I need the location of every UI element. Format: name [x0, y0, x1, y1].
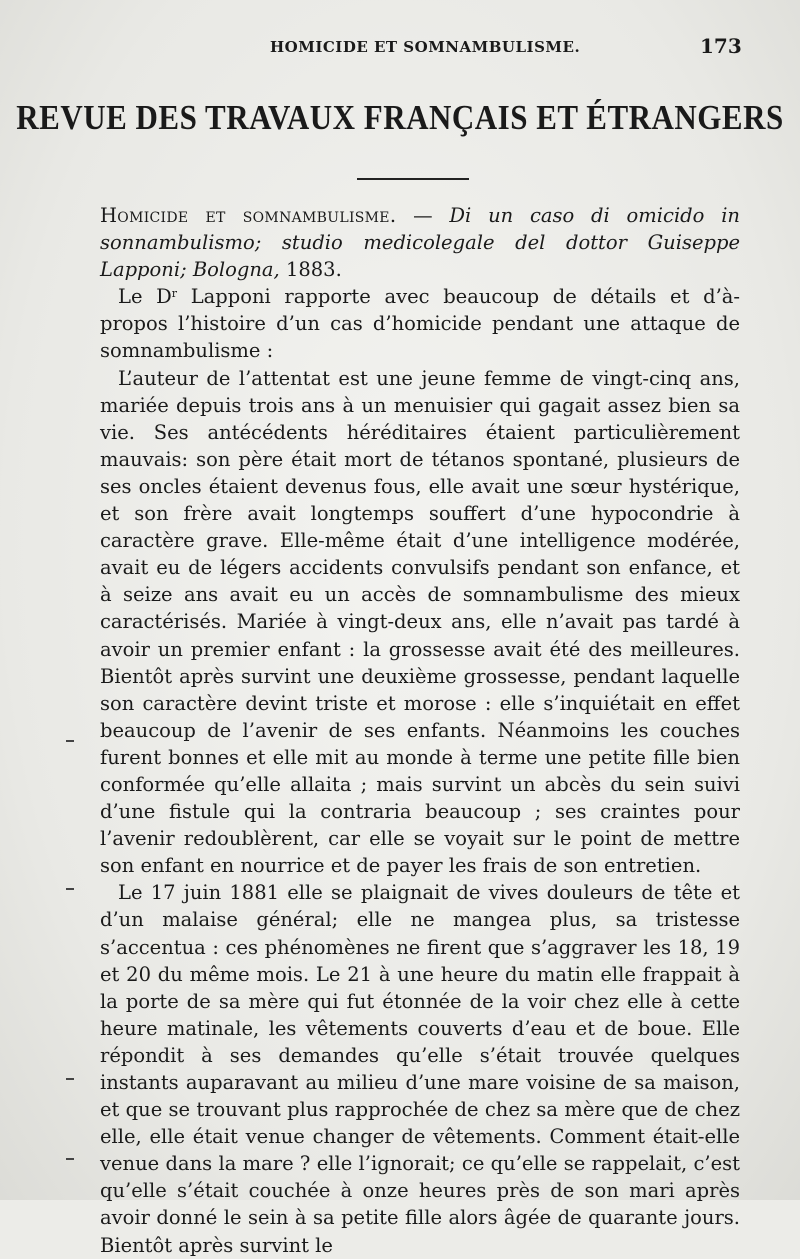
- article-year: 1883.: [279, 258, 342, 282]
- margin-mark: [66, 740, 74, 742]
- article-heading-label: Homicide et somnambulisme.: [100, 204, 397, 227]
- paragraph-1-rest: Lapponi rapporte avec beaucoup de détails et d’à-propos l’histoire d’un cas d’homicide pendant une attaque de somnambulisme :: [100, 285, 740, 363]
- article-body: [100, 202, 740, 1259]
- running-title: HOMICIDE ET SOMNAMBULISME.: [270, 38, 581, 56]
- article-heading-dash: —: [396, 204, 450, 227]
- paragraph-1-start: Le D: [118, 285, 172, 309]
- title-rule: [357, 178, 469, 180]
- paragraph-1-superscript: r: [171, 287, 178, 301]
- margin-mark: [66, 1158, 74, 1160]
- margin-mark: [66, 888, 74, 890]
- paragraph-3: Le 17 juin 1881 elle se plaignait de vives douleurs de tête et d’un malaise général; elle ne mangea plus, sa tristesse s’accentua : ces phénomènes ne firent que s’aggraver les 18, 19 et 20 du même mois. Le 21 à une heure du matin elle frappait à la porte de sa mère qui fut étonnée de la voir chez elle à cette heure matinale, les vêtements couverts d’eau et de boue. Elle répondit à ses demandes qu’elle s’était trouvée quelques instants auparavant au milieu d’une mare voisine de sa maison, et que se trouvant plus rapprochée de chez sa mère que de chez elle, elle était venue changer de vêtements. Comment était-elle venue dans la mare ? elle l’ignorait; ce qu’elle se rappelait, c’est qu’elle s’était couchée à onze heures près de son mari après avoir donné le sein à sa petite fille alors âgée de quarante jours. Bientôt après survint le: [100, 881, 740, 1257]
- article-heading: [100, 202, 740, 283]
- section-title: REVUE DES TRAVAUX FRANÇAIS ET ÉTRANGERS: [16, 97, 784, 138]
- paragraph-2: L’auteur de l’attentat est une jeune femme de vingt-cinq ans, mariée depuis trois ans à un menuisier qui gagait assez bien sa vie. Ses antécédents héréditaires étaient particulièrement mauvais: son père était mort de tétanos spontané, plusieurs de ses oncles étaient devenus fous, elle avait une sœur hystérique, et son frère avait longtemps souffert d’une hypocondrie à caractère grave. Elle-même était d’une intelligence modérée, avait eu de légers accidents convulsifs pendant son enfance, et à seize ans avait eu un accès de somnambulisme des mieux caractérisés. Mariée à vingt-deux ans, elle n’avait pas tardé à avoir un premier enfant : la grossesse avait été des meilleures. Bientôt après survint une deuxième grossesse, pendant laquelle son caractère devint triste et morose : elle s’inquiétait en effet beaucoup de l’avenir de ses enfants. Néanmoins les couches furent bonnes et elle mit au monde à terme une petite fille bien conformée qu’elle allaita ; mais survint un abcès du sein suivi d’une fistule qui la contraria beaucoup ; ses craintes pour l’avenir redoublèrent, car elle se voyait sur le point de mettre son enfant en nourrice et de payer les frais de son entretien.: [100, 366, 740, 878]
- margin-mark: [66, 1078, 74, 1080]
- margin-marks: [66, 700, 78, 1160]
- paragraph-1: [100, 283, 740, 364]
- article-citation: Di un caso di omicido in sonnambulismo; studio medicolegale del dottor Guiseppe Lapponi; Bologna,: [100, 204, 740, 282]
- page-number: 173: [700, 34, 742, 58]
- running-head: [0, 34, 800, 60]
